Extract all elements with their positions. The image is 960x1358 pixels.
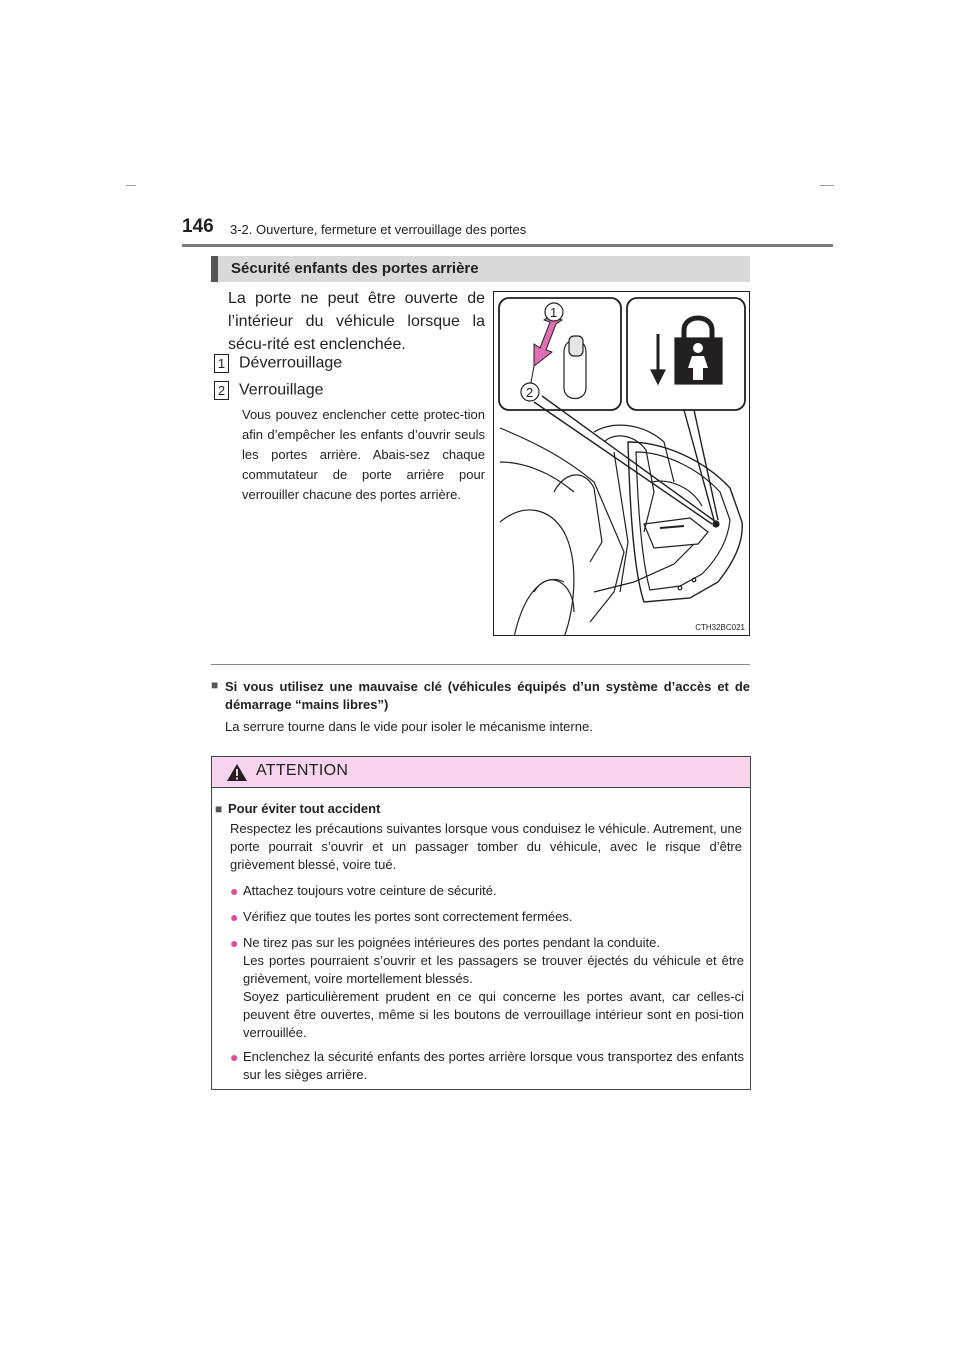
description-text: Vous pouvez enclencher cette protec-tion afin d’empêcher les enfants d’ouvrir seuls les portes arrière. Abais-sez chaque commutateur de porte arrière pour verrouiller chacune des portes arrière. <box>242 407 485 502</box>
bullet-text: Enclenchez la sécurité enfants des portes arrière lorsque vous transportez des enfants sur les sièges arrière. <box>243 1049 744 1082</box>
warning-bullet <box>230 934 744 1042</box>
circle-bullet-icon: ● <box>230 883 239 899</box>
legend-item-unlock <box>214 354 342 373</box>
legend-number: 1 <box>214 354 229 373</box>
crop-mark-left <box>126 185 136 186</box>
child-lock-illustration <box>493 291 750 636</box>
bullet-text: Ne tirez pas sur les poignées intérieures des portes pendant la conduite. <box>243 935 660 950</box>
warning-box <box>211 756 751 1090</box>
callout-2: 2 <box>526 385 534 400</box>
legend-number: 2 <box>214 381 229 400</box>
warning-bullet <box>230 882 744 900</box>
warning-header <box>212 757 750 788</box>
car-door-drawing <box>494 292 750 636</box>
circle-bullet-icon: ● <box>230 909 239 925</box>
key-note-title: Si vous utilisez une mauvaise clé (véhicules équipés d’un système d’accès et de démarrage “mains libres”) <box>225 679 750 712</box>
warning-title: ATTENTION <box>256 762 349 779</box>
warning-triangle-icon <box>226 763 248 782</box>
double-arrow-icon <box>530 316 562 388</box>
lock-switch-icon <box>564 336 586 399</box>
page-number: 146 <box>182 216 214 237</box>
circle-bullet-icon: ● <box>230 1049 239 1065</box>
legend-label: Déverrouillage <box>239 354 343 372</box>
intro-text: La porte ne peut être ouverte de l’intérieur du véhicule lorsque la sécu-rité est enclenchée. <box>228 290 485 353</box>
header-rule <box>182 244 833 247</box>
circle-bullet-icon: ● <box>230 935 239 951</box>
bullet-text-continued: Soyez particulièrement prudent en ce qui concerne les portes avant, car celles-ci peuvent être ouvertes, même si les boutons de verrouillage intérieur sont en posi-tion verrouillée. <box>243 989 744 1040</box>
callout-1: 1 <box>550 305 558 320</box>
square-bullet-icon: ■ <box>215 802 223 816</box>
bullet-text: Vérifiez que toutes les portes sont correctement fermées. <box>243 909 573 924</box>
section-heading: Sécurité enfants des portes arrière <box>211 256 750 282</box>
bullet-text-continued: Les portes pourraient s’ouvrir et les passagers se trouver éjectés du véhicule et être grièvement, voire mortellement blessés. <box>243 953 744 986</box>
key-note <box>211 678 750 736</box>
warning-bullet <box>230 1048 744 1084</box>
legend-label: Verrouillage <box>239 381 324 399</box>
section-divider <box>211 664 750 665</box>
chapter-title: 3-2. Ouverture, fermeture et verrouillage des portes <box>230 222 527 237</box>
warning-intro: Respectez les précautions suivantes lorsque vous conduisez le véhicule. Autrement, une porte pourrait s’ouvrir et un passager tomber du véhicule, avec le risque d’être grièvement blessé, voire tué. <box>230 821 742 872</box>
crop-mark-right <box>820 185 834 186</box>
child-lock-icon <box>651 318 722 384</box>
figure-code: CTH32BC021 <box>695 623 745 632</box>
warning-bullet <box>230 908 744 926</box>
bullet-text: Attachez toujours votre ceinture de sécurité. <box>243 883 497 898</box>
key-note-body: La serrure tourne dans le vide pour isoler le mécanisme interne. <box>225 719 593 734</box>
legend-item-lock <box>214 381 324 400</box>
square-bullet-icon: ■ <box>211 678 219 692</box>
warning-subtitle <box>212 800 380 818</box>
warning-subtitle-text: Pour éviter tout accident <box>228 801 381 816</box>
